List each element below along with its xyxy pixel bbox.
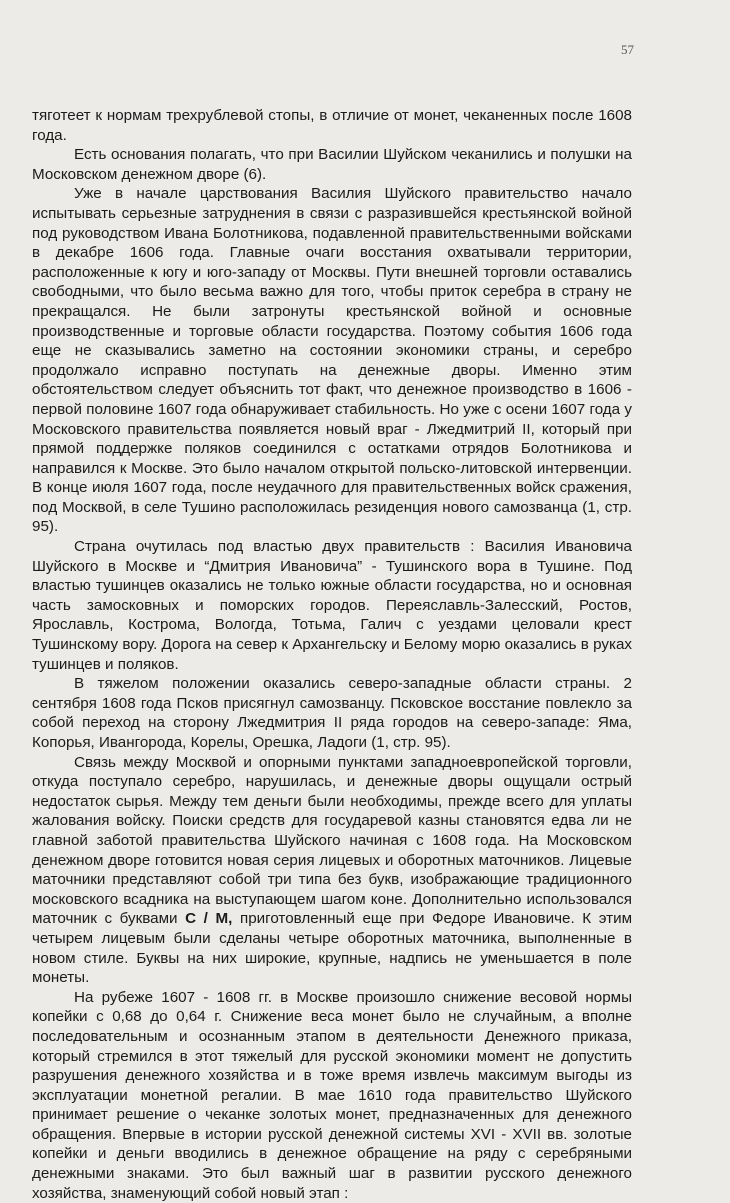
paragraph-6-text-after: приготовленный еще при Федоре Ивановиче. К этим четырем лицевым были сделаны четыре оборотных маточника, выполненные в новом стиле. Буквы на них широкие, крупные, надпись не уменьшается в поле монеты. bbox=[32, 910, 633, 987]
paragraph-7: На рубеже 1607 - 1608 гг. в Москве произошло снижение весовой нормы копейки с 0,68 до 0,64 г. Снижение веса монет было не случайным, а вполне последовательным и осознанным этапом в деятельности Денежного приказа, который стремился в этот тяжелый для русской экономики момент не допустить разрушения денежного хозяйства и в тоже время извлечь максимум выгоды из эксплуатации монетной регалии. В мае 1610 года правительство Шуйского принимает решение о чеканке золотых монет, предназначенных для денежного обращения. Впервые в истории русской денежной системы XVI - XVII вв. золотые копейки и деньги вводились в денежное обращение на ряду с серебряными денежными знаками. Это был важный шаг в развитии русского денежного хозяйства, знаменующий собой новый этап : bbox=[32, 988, 632, 1202]
paragraph-4: Страна очутилась под властью двух правительств : Василия Ивановича Шуйского в Москве и “Дмитрия Ивановича” - Тушинского вора в Тушине. Под властью тушинцев оказались не только южные области государства, но и основная часть замосковных и поморских городов. Переяславль-Залесский, Ростов, Ярославль, Кострома, Вологда, Тотьма, Галич с уездами целовали крест Тушинскому вору. Дорога на север к Архангельску и Белому морю оказались в руках тушинцев и поляков. bbox=[32, 538, 632, 673]
page-number: 57 bbox=[621, 42, 634, 57]
paragraph-2: Есть основания полагать, что при Василии Шуйском чеканились и полушки на Московском денежном дворе (6). bbox=[32, 146, 632, 183]
paragraph-5: В тяжелом положении оказались северо-западные области страны. 2 сентября 1608 года Псков присягнул самозванцу. Псковское восстание повлекло за собой переход на сторону Лжедмитрия II ряда городов на северо-западе: Яма, Копорья, Ивангорода, Корелы, Орешка, Ладоги (1, стр. 95). bbox=[32, 675, 632, 751]
paragraph-6-text-before: Связь между Москвой и опорными пунктами западноевропейской торговли, откуда поступало серебро, нарушилась, и денежные дворы ощущали острый недостаток сырья. Между тем деньги были необходимы, прежде всего для уплаты жалования войску. Поиски средств для государевой казны становятся едва ли не главной заботой правительства Шуйского начиная с 1608 года. На Московском денежном дворе готовится новая серия лицевых и оборотных маточников. Лицевые маточники представляют собой три типа без букв, изображающие традиционного московского всадника на выступающем шагом коне. Дополнительно использовался маточник с буквами bbox=[32, 753, 632, 928]
document-body bbox=[32, 106, 632, 1203]
paragraph-3: Уже в начале царствования Василия Шуйского правительство начало испытывать серьезные затруднения в связи с разразившейся крестьянской войной под руководством Ивана Болотникова, подавленной правительственными войсками в декабре 1606 года. Главные очаги восстания охватывали территории, расположенные к югу и юго-западу от Москвы. Пути внешней торговли оставались свободными, что было весьма важно для того, чтобы приток серебра в страну не прекращался. Не были затронуты крестьянской войной и основные производственные и торговые области государства. Поэтому события 1606 года еще не сказывались заметно на состоянии экономики страны, и серебро продолжало исправно поступать на денежные дворы. Именно этим обстоятельством следует объяснить тот факт, что денежное производство в 1606 - первой половине 1607 года обнаруживает стабильность. Но уже с осени 1607 года у Московского правительства появляется новый враг - Лжедмитрий II, который при прямой поддержке поляков соединился с остатками отрядов Болотникова и направился к Москве. Это было началом открытой польско-литовской интервенции. В конце июля 1607 года, после неудачного для правительственных войск сражения, под Москвой, в селе Тушино расположилась резиденция нового самозванца (1, стр. 95). bbox=[32, 185, 632, 536]
paragraph-6-bold-letters: С / М, bbox=[185, 910, 233, 928]
paragraph-6 bbox=[32, 753, 632, 988]
paragraph-1: тяготеет к нормам трехрублевой стопы, в отличие от монет, чеканенных после 1608 года. bbox=[32, 107, 632, 144]
